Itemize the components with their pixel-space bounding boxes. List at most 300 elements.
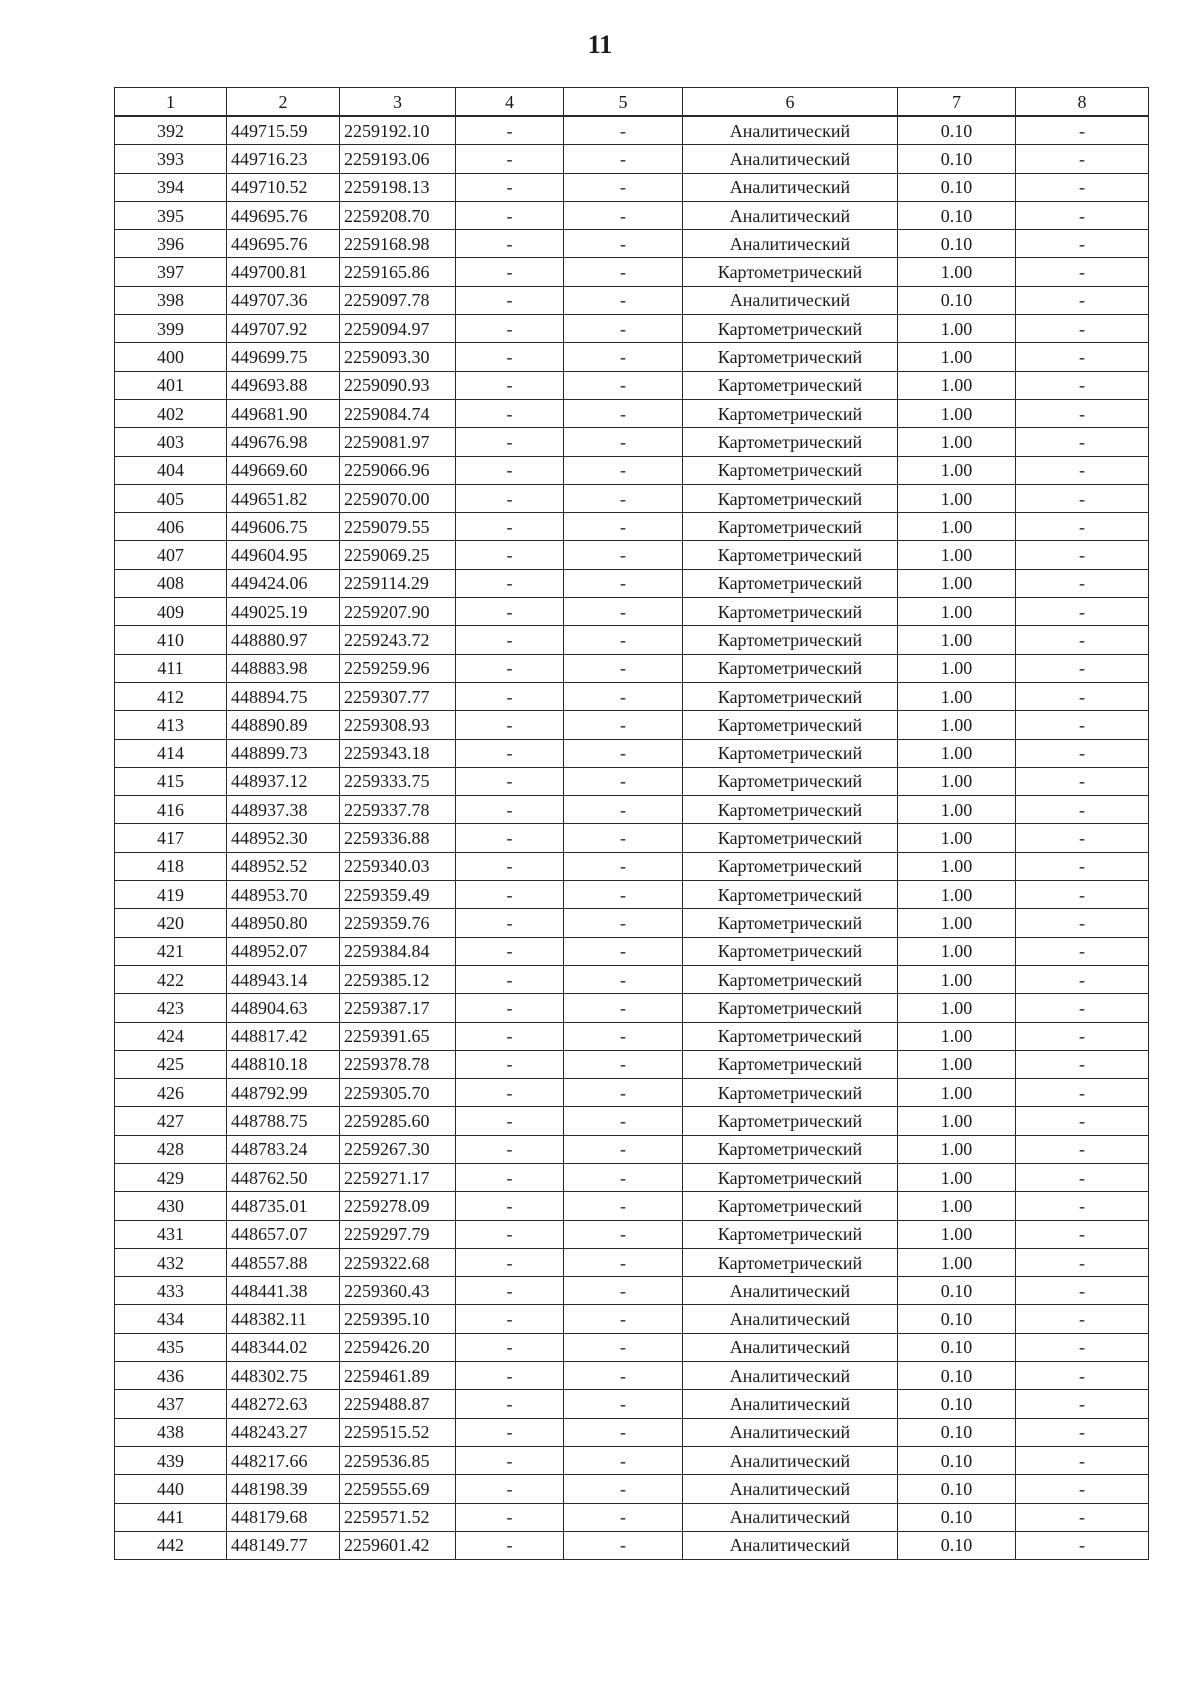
y-coordinate-cell: 2259391.65 (340, 1022, 456, 1050)
accuracy-cell: 0.10 (898, 1390, 1016, 1418)
point-number-cell: 417 (115, 824, 227, 852)
column-5-cell: - (564, 1418, 683, 1446)
y-coordinate-cell: 2259387.17 (340, 994, 456, 1022)
x-coordinate-cell: 448243.27 (227, 1418, 340, 1446)
column-4-cell: - (456, 1107, 564, 1135)
table-row (115, 1418, 1149, 1446)
column-5-cell: - (564, 1503, 683, 1531)
y-coordinate-cell: 2259340.03 (340, 852, 456, 880)
column-4-cell: - (456, 1418, 564, 1446)
x-coordinate-cell: 448894.75 (227, 682, 340, 710)
column-8-cell: - (1016, 569, 1149, 597)
accuracy-cell: 1.00 (898, 598, 1016, 626)
x-coordinate-cell: 449707.92 (227, 315, 340, 343)
method-cell: Картометрический (683, 711, 898, 739)
method-cell: Картометрический (683, 1107, 898, 1135)
column-4-cell: - (456, 1248, 564, 1276)
accuracy-cell: 1.00 (898, 513, 1016, 541)
y-coordinate-cell: 2259084.74 (340, 399, 456, 427)
column-8-cell: - (1016, 456, 1149, 484)
column-header: 7 (898, 88, 1016, 117)
column-4-cell: - (456, 654, 564, 682)
column-5-cell: - (564, 569, 683, 597)
column-header: 5 (564, 88, 683, 117)
method-cell: Картометрический (683, 598, 898, 626)
y-coordinate-cell: 2259097.78 (340, 286, 456, 314)
method-cell: Картометрический (683, 824, 898, 852)
column-8-cell: - (1016, 965, 1149, 993)
column-4-cell: - (456, 1220, 564, 1248)
table-row (115, 343, 1149, 371)
y-coordinate-cell: 2259285.60 (340, 1107, 456, 1135)
column-8-cell: - (1016, 173, 1149, 201)
column-8-cell: - (1016, 1192, 1149, 1220)
point-number-cell: 413 (115, 711, 227, 739)
column-8-cell: - (1016, 626, 1149, 654)
point-number-cell: 392 (115, 116, 227, 145)
point-number-cell: 431 (115, 1220, 227, 1248)
table-row (115, 881, 1149, 909)
point-number-cell: 420 (115, 909, 227, 937)
table-row (115, 541, 1149, 569)
point-number-cell: 421 (115, 937, 227, 965)
column-8-cell: - (1016, 824, 1149, 852)
point-number-cell: 394 (115, 173, 227, 201)
point-number-cell: 393 (115, 145, 227, 173)
point-number-cell: 429 (115, 1163, 227, 1191)
method-cell: Аналитический (683, 173, 898, 201)
method-cell: Картометрический (683, 909, 898, 937)
accuracy-cell: 0.10 (898, 286, 1016, 314)
method-cell: Аналитический (683, 1305, 898, 1333)
x-coordinate-cell: 449700.81 (227, 258, 340, 286)
method-cell: Картометрический (683, 654, 898, 682)
column-8-cell: - (1016, 767, 1149, 795)
x-coordinate-cell: 449715.59 (227, 116, 340, 145)
column-5-cell: - (564, 739, 683, 767)
accuracy-cell: 0.10 (898, 1277, 1016, 1305)
column-8-cell: - (1016, 1305, 1149, 1333)
accuracy-cell: 1.00 (898, 315, 1016, 343)
column-4-cell: - (456, 513, 564, 541)
x-coordinate-cell: 448950.80 (227, 909, 340, 937)
accuracy-cell: 1.00 (898, 1192, 1016, 1220)
column-8-cell: - (1016, 654, 1149, 682)
x-coordinate-cell: 448149.77 (227, 1531, 340, 1559)
table-row (115, 484, 1149, 512)
column-8-cell: - (1016, 994, 1149, 1022)
column-8-cell: - (1016, 116, 1149, 145)
column-5-cell: - (564, 286, 683, 314)
y-coordinate-cell: 2259070.00 (340, 484, 456, 512)
column-header: 4 (456, 88, 564, 117)
x-coordinate-cell: 448952.52 (227, 852, 340, 880)
method-cell: Картометрический (683, 682, 898, 710)
y-coordinate-cell: 2259333.75 (340, 767, 456, 795)
column-4-cell: - (456, 1192, 564, 1220)
column-4-cell: - (456, 994, 564, 1022)
table-row (115, 1503, 1149, 1531)
y-coordinate-cell: 2259308.93 (340, 711, 456, 739)
method-cell: Картометрический (683, 1079, 898, 1107)
accuracy-cell: 1.00 (898, 399, 1016, 427)
table-row (115, 173, 1149, 201)
y-coordinate-cell: 2259337.78 (340, 796, 456, 824)
method-cell: Аналитический (683, 1333, 898, 1361)
point-number-cell: 395 (115, 201, 227, 229)
table-row (115, 1135, 1149, 1163)
y-coordinate-cell: 2259601.42 (340, 1531, 456, 1559)
column-5-cell: - (564, 824, 683, 852)
table-body (115, 116, 1149, 1560)
column-5-cell: - (564, 230, 683, 258)
x-coordinate-cell: 448904.63 (227, 994, 340, 1022)
y-coordinate-cell: 2259168.98 (340, 230, 456, 258)
x-coordinate-cell: 449651.82 (227, 484, 340, 512)
x-coordinate-cell: 449693.88 (227, 371, 340, 399)
column-8-cell: - (1016, 258, 1149, 286)
x-coordinate-cell: 448272.63 (227, 1390, 340, 1418)
accuracy-cell: 1.00 (898, 1022, 1016, 1050)
table-row (115, 739, 1149, 767)
column-4-cell: - (456, 796, 564, 824)
method-cell: Картометрический (683, 626, 898, 654)
y-coordinate-cell: 2259207.90 (340, 598, 456, 626)
accuracy-cell: 1.00 (898, 994, 1016, 1022)
x-coordinate-cell: 448952.07 (227, 937, 340, 965)
point-number-cell: 400 (115, 343, 227, 371)
accuracy-cell: 1.00 (898, 1107, 1016, 1135)
column-8-cell: - (1016, 1418, 1149, 1446)
table-row (115, 116, 1149, 145)
y-coordinate-cell: 2259461.89 (340, 1362, 456, 1390)
column-5-cell: - (564, 145, 683, 173)
method-cell: Аналитический (683, 1503, 898, 1531)
point-number-cell: 402 (115, 399, 227, 427)
table-row (115, 315, 1149, 343)
table-row (115, 1446, 1149, 1474)
column-5-cell: - (564, 767, 683, 795)
column-5-cell: - (564, 626, 683, 654)
point-number-cell: 438 (115, 1418, 227, 1446)
column-5-cell: - (564, 1277, 683, 1305)
point-number-cell: 399 (115, 315, 227, 343)
column-5-cell: - (564, 1107, 683, 1135)
method-cell: Аналитический (683, 1418, 898, 1446)
table-row (115, 626, 1149, 654)
x-coordinate-cell: 448953.70 (227, 881, 340, 909)
table-row (115, 1475, 1149, 1503)
point-number-cell: 406 (115, 513, 227, 541)
point-number-cell: 418 (115, 852, 227, 880)
point-number-cell: 405 (115, 484, 227, 512)
accuracy-cell: 1.00 (898, 852, 1016, 880)
table-row (115, 1107, 1149, 1135)
column-5-cell: - (564, 994, 683, 1022)
method-cell: Картометрический (683, 1163, 898, 1191)
column-4-cell: - (456, 1135, 564, 1163)
method-cell: Аналитический (683, 1390, 898, 1418)
point-number-cell: 412 (115, 682, 227, 710)
point-number-cell: 396 (115, 230, 227, 258)
x-coordinate-cell: 448880.97 (227, 626, 340, 654)
column-8-cell: - (1016, 881, 1149, 909)
column-8-cell: - (1016, 1079, 1149, 1107)
accuracy-cell: 1.00 (898, 1163, 1016, 1191)
column-4-cell: - (456, 1277, 564, 1305)
point-number-cell: 414 (115, 739, 227, 767)
column-4-cell: - (456, 1163, 564, 1191)
column-4-cell: - (456, 711, 564, 739)
accuracy-cell: 0.10 (898, 116, 1016, 145)
accuracy-cell: 0.10 (898, 1503, 1016, 1531)
column-4-cell: - (456, 173, 564, 201)
accuracy-cell: 1.00 (898, 1135, 1016, 1163)
x-coordinate-cell: 449681.90 (227, 399, 340, 427)
accuracy-cell: 1.00 (898, 824, 1016, 852)
method-cell: Картометрический (683, 343, 898, 371)
method-cell: Картометрический (683, 739, 898, 767)
column-5-cell: - (564, 343, 683, 371)
table-row (115, 965, 1149, 993)
y-coordinate-cell: 2259093.30 (340, 343, 456, 371)
x-coordinate-cell: 448217.66 (227, 1446, 340, 1474)
column-5-cell: - (564, 1305, 683, 1333)
column-5-cell: - (564, 654, 683, 682)
x-coordinate-cell: 449707.36 (227, 286, 340, 314)
x-coordinate-cell: 448883.98 (227, 654, 340, 682)
method-cell: Аналитический (683, 1475, 898, 1503)
accuracy-cell: 1.00 (898, 541, 1016, 569)
method-cell: Картометрический (683, 428, 898, 456)
x-coordinate-cell: 449669.60 (227, 456, 340, 484)
column-4-cell: - (456, 484, 564, 512)
x-coordinate-cell: 449676.98 (227, 428, 340, 456)
x-coordinate-cell: 448937.38 (227, 796, 340, 824)
accuracy-cell: 1.00 (898, 343, 1016, 371)
x-coordinate-cell: 449025.19 (227, 598, 340, 626)
column-8-cell: - (1016, 1333, 1149, 1361)
column-5-cell: - (564, 1333, 683, 1361)
method-cell: Картометрический (683, 937, 898, 965)
table-row (115, 1022, 1149, 1050)
point-number-cell: 410 (115, 626, 227, 654)
accuracy-cell: 1.00 (898, 484, 1016, 512)
accuracy-cell: 1.00 (898, 1220, 1016, 1248)
accuracy-cell: 0.10 (898, 173, 1016, 201)
accuracy-cell: 1.00 (898, 258, 1016, 286)
point-number-cell: 397 (115, 258, 227, 286)
point-number-cell: 425 (115, 1050, 227, 1078)
y-coordinate-cell: 2259488.87 (340, 1390, 456, 1418)
point-number-cell: 398 (115, 286, 227, 314)
accuracy-cell: 0.10 (898, 1475, 1016, 1503)
method-cell: Аналитический (683, 116, 898, 145)
column-5-cell: - (564, 852, 683, 880)
accuracy-cell: 0.10 (898, 1333, 1016, 1361)
accuracy-cell: 1.00 (898, 937, 1016, 965)
column-8-cell: - (1016, 739, 1149, 767)
column-8-cell: - (1016, 541, 1149, 569)
y-coordinate-cell: 2259278.09 (340, 1192, 456, 1220)
column-5-cell: - (564, 1362, 683, 1390)
x-coordinate-cell: 449699.75 (227, 343, 340, 371)
column-4-cell: - (456, 145, 564, 173)
column-5-cell: - (564, 1192, 683, 1220)
column-8-cell: - (1016, 1277, 1149, 1305)
column-4-cell: - (456, 1050, 564, 1078)
column-4-cell: - (456, 1390, 564, 1418)
y-coordinate-cell: 2259192.10 (340, 116, 456, 145)
column-4-cell: - (456, 824, 564, 852)
column-4-cell: - (456, 428, 564, 456)
point-number-cell: 439 (115, 1446, 227, 1474)
column-4-cell: - (456, 881, 564, 909)
column-8-cell: - (1016, 343, 1149, 371)
x-coordinate-cell: 448810.18 (227, 1050, 340, 1078)
y-coordinate-cell: 2259426.20 (340, 1333, 456, 1361)
column-8-cell: - (1016, 1022, 1149, 1050)
x-coordinate-cell: 448198.39 (227, 1475, 340, 1503)
point-number-cell: 415 (115, 767, 227, 795)
column-5-cell: - (564, 1079, 683, 1107)
point-number-cell: 401 (115, 371, 227, 399)
column-5-cell: - (564, 201, 683, 229)
column-5-cell: - (564, 428, 683, 456)
method-cell: Картометрический (683, 258, 898, 286)
column-5-cell: - (564, 1022, 683, 1050)
point-number-cell: 407 (115, 541, 227, 569)
column-8-cell: - (1016, 399, 1149, 427)
column-5-cell: - (564, 399, 683, 427)
x-coordinate-cell: 448441.38 (227, 1277, 340, 1305)
column-4-cell: - (456, 456, 564, 484)
column-4-cell: - (456, 399, 564, 427)
column-4-cell: - (456, 1333, 564, 1361)
column-8-cell: - (1016, 1050, 1149, 1078)
table-row (115, 1362, 1149, 1390)
x-coordinate-cell: 449710.52 (227, 173, 340, 201)
column-8-cell: - (1016, 230, 1149, 258)
coordinates-table (114, 87, 1149, 1560)
table-row (115, 767, 1149, 795)
point-number-cell: 404 (115, 456, 227, 484)
method-cell: Аналитический (683, 1446, 898, 1474)
column-4-cell: - (456, 286, 564, 314)
point-number-cell: 442 (115, 1531, 227, 1559)
y-coordinate-cell: 2259385.12 (340, 965, 456, 993)
column-header: 8 (1016, 88, 1149, 117)
column-8-cell: - (1016, 1163, 1149, 1191)
x-coordinate-cell: 448344.02 (227, 1333, 340, 1361)
column-8-cell: - (1016, 796, 1149, 824)
column-4-cell: - (456, 116, 564, 145)
x-coordinate-cell: 448943.14 (227, 965, 340, 993)
table-row (115, 230, 1149, 258)
table-row (115, 1079, 1149, 1107)
point-number-cell: 419 (115, 881, 227, 909)
method-cell: Аналитический (683, 1277, 898, 1305)
point-number-cell: 435 (115, 1333, 227, 1361)
column-5-cell: - (564, 1531, 683, 1559)
point-number-cell: 432 (115, 1248, 227, 1276)
method-cell: Картометрический (683, 399, 898, 427)
table-row (115, 1163, 1149, 1191)
y-coordinate-cell: 2259536.85 (340, 1446, 456, 1474)
y-coordinate-cell: 2259259.96 (340, 654, 456, 682)
y-coordinate-cell: 2259271.17 (340, 1163, 456, 1191)
accuracy-cell: 1.00 (898, 711, 1016, 739)
y-coordinate-cell: 2259069.25 (340, 541, 456, 569)
method-cell: Картометрический (683, 484, 898, 512)
x-coordinate-cell: 449695.76 (227, 230, 340, 258)
method-cell: Аналитический (683, 145, 898, 173)
point-number-cell: 430 (115, 1192, 227, 1220)
column-5-cell: - (564, 937, 683, 965)
column-5-cell: - (564, 796, 683, 824)
column-5-cell: - (564, 711, 683, 739)
column-8-cell: - (1016, 1362, 1149, 1390)
table-row (115, 824, 1149, 852)
column-5-cell: - (564, 965, 683, 993)
column-4-cell: - (456, 371, 564, 399)
table-row (115, 1050, 1149, 1078)
y-coordinate-cell: 2259165.86 (340, 258, 456, 286)
method-cell: Картометрический (683, 1135, 898, 1163)
column-8-cell: - (1016, 371, 1149, 399)
x-coordinate-cell: 448788.75 (227, 1107, 340, 1135)
column-header: 3 (340, 88, 456, 117)
table-row (115, 598, 1149, 626)
point-number-cell: 426 (115, 1079, 227, 1107)
x-coordinate-cell: 448557.88 (227, 1248, 340, 1276)
column-5-cell: - (564, 909, 683, 937)
column-5-cell: - (564, 1050, 683, 1078)
column-5-cell: - (564, 315, 683, 343)
table-row (115, 1531, 1149, 1559)
column-5-cell: - (564, 682, 683, 710)
point-number-cell: 428 (115, 1135, 227, 1163)
x-coordinate-cell: 448817.42 (227, 1022, 340, 1050)
method-cell: Картометрический (683, 965, 898, 993)
method-cell: Аналитический (683, 286, 898, 314)
column-8-cell: - (1016, 1220, 1149, 1248)
x-coordinate-cell: 449606.75 (227, 513, 340, 541)
column-8-cell: - (1016, 513, 1149, 541)
accuracy-cell: 0.10 (898, 201, 1016, 229)
table-row (115, 428, 1149, 456)
column-5-cell: - (564, 513, 683, 541)
x-coordinate-cell: 448179.68 (227, 1503, 340, 1531)
table-row (115, 682, 1149, 710)
y-coordinate-cell: 2259343.18 (340, 739, 456, 767)
table-row (115, 286, 1149, 314)
table-row (115, 399, 1149, 427)
method-cell: Картометрический (683, 852, 898, 880)
method-cell: Аналитический (683, 201, 898, 229)
column-8-cell: - (1016, 484, 1149, 512)
column-4-cell: - (456, 1079, 564, 1107)
method-cell: Картометрический (683, 456, 898, 484)
x-coordinate-cell: 448899.73 (227, 739, 340, 767)
accuracy-cell: 1.00 (898, 1050, 1016, 1078)
accuracy-cell: 1.00 (898, 1079, 1016, 1107)
accuracy-cell: 0.10 (898, 1418, 1016, 1446)
column-8-cell: - (1016, 201, 1149, 229)
accuracy-cell: 0.10 (898, 230, 1016, 258)
column-4-cell: - (456, 1503, 564, 1531)
x-coordinate-cell: 448890.89 (227, 711, 340, 739)
